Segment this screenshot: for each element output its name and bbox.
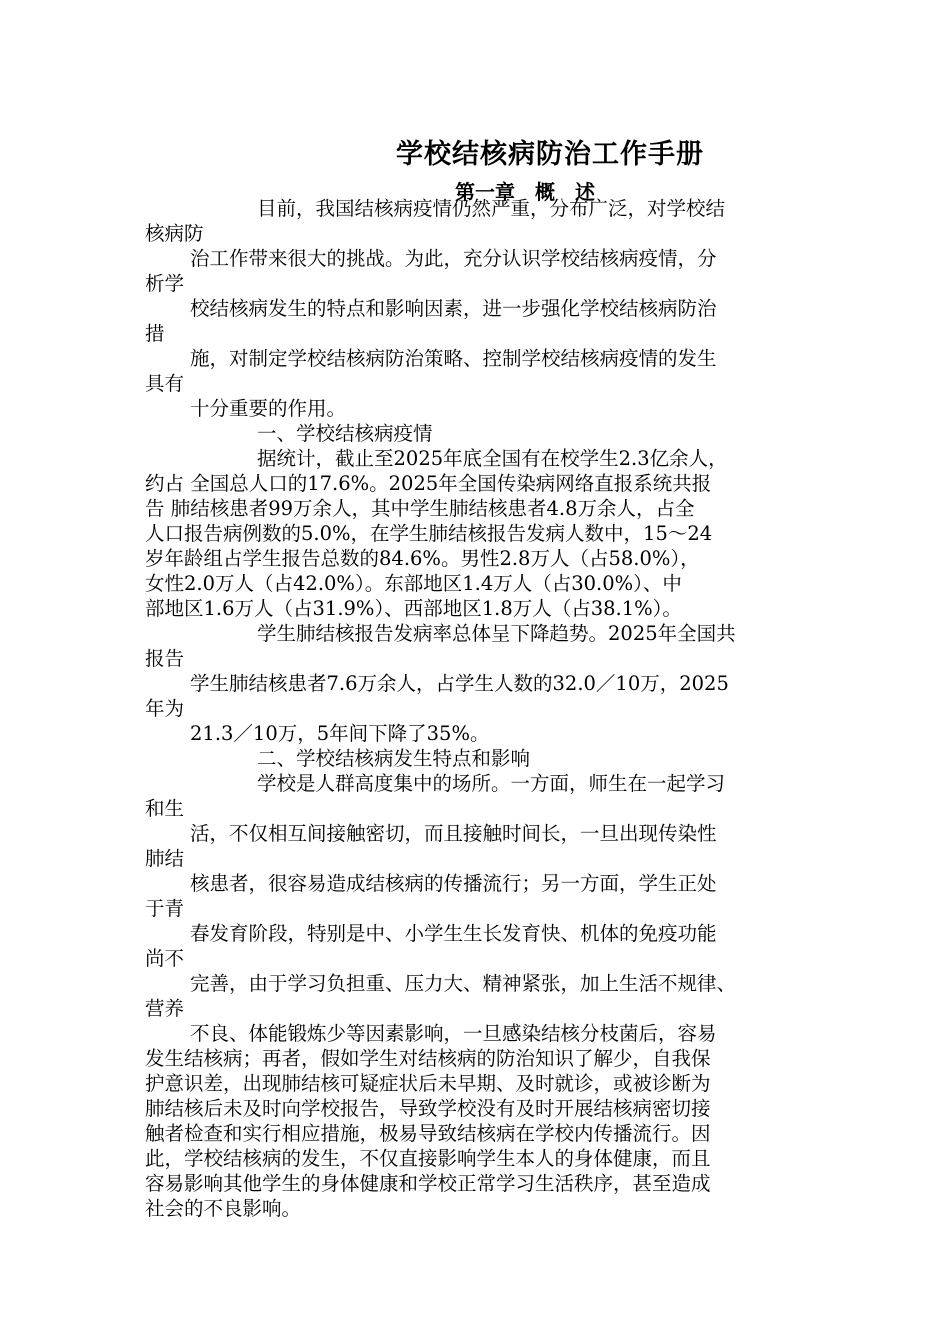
text-line: 措 [145, 322, 165, 345]
text-line: 十分重要的作用。 [190, 397, 347, 420]
text-line: 告 肺结核患者99万余人，其中学生肺结核患者4.8万余人，占全 [145, 497, 695, 520]
text-line: 人口报告病例数的5.0%，在学生肺结核报告发病人数中，15～24 [145, 522, 713, 545]
text-line: 施，对制定学校结核病防治策略、控制学校结核病疫情的发生 [190, 347, 717, 370]
text-line: 春发育阶段，特别是中、小学生生长发育快、机体的免疫功能 [190, 922, 717, 945]
text-line: 活，不仅相互间接触密切，而且接触时间长，一旦出现传染性 [190, 822, 717, 845]
text-line: 学生肺结核患者7.6万余人，占学生人数的32.0／10万，2025 [190, 672, 729, 695]
text-line: 析学 [145, 272, 185, 295]
text-line: 学校是人群高度集中的场所。一方面，师生在一起学习 [257, 772, 726, 795]
text-line: 目前，我国结核病疫情仍然严重，分布广泛，对学校结 [257, 197, 726, 220]
text-line: 肺结 [145, 847, 185, 870]
text-line: 尚不 [145, 947, 185, 970]
text-line: 报告 [145, 647, 185, 670]
text-line: 具有 [145, 372, 185, 395]
text-line: 年为 [145, 697, 185, 720]
text-line: 肺结核后未及时向学校报告，导致学校没有及时开展结核病密切接 [145, 1097, 711, 1120]
text-line: 发生结核病；再者，假如学生对结核病的防治知识了解少，自我保 [145, 1047, 711, 1070]
text-line: 约占 全国总人口的17.6%。2025年全国传染病网络直报系统共报 [145, 472, 712, 495]
text-line: 不良、体能锻炼少等因素影响，一旦感染结核分枝菌后，容易 [190, 1022, 717, 1045]
section-heading: 一、学校结核病疫情 [257, 422, 433, 445]
text-line: 校结核病发生的特点和影响因素，进一步强化学校结核病防治 [190, 297, 717, 320]
text-line: 学生肺结核报告发病率总体呈下降趋势。2025年全国共 [257, 622, 736, 645]
text-line: 营养 [145, 997, 185, 1020]
document-body [145, 196, 815, 1221]
text-line: 核患者，很容易造成结核病的传播流行；另一方面，学生正处 [190, 872, 717, 895]
text-line: 女性2.0万人（占42.0%）。东部地区1.4万人（占30.0%）、中 [145, 572, 682, 595]
text-line: 和生 [145, 797, 185, 820]
chapter-heading: 第一章 概 述 [455, 180, 595, 204]
text-line: 护意识差，出现肺结核可疑症状后未早期、及时就诊，或被诊断为 [145, 1072, 711, 1095]
text-line: 治工作带来很大的挑战。为此，充分认识学校结核病疫情，分 [190, 247, 717, 270]
text-line: 岁年龄组占学生报告总数的84.6%。男性2.8万人（占58.0%）， [145, 547, 700, 570]
text-line: 部地区1.6万人（占31.9%）、西部地区1.8万人（占38.1%）。 [145, 597, 682, 620]
text-line: 21.3／10万，5年间下降了35%。 [190, 722, 490, 745]
text-line: 核病防 [145, 222, 204, 245]
document-title: 学校结核病防治工作手册 [396, 139, 704, 170]
section-heading: 二、学校结核病发生特点和影响 [257, 747, 531, 770]
text-line: 容易影响其他学生的身体健康和学校正常学习生活秩序，甚至造成 [145, 1172, 711, 1195]
text-line: 触者检查和实行相应措施，极易导致结核病在学校内传播流行。因 [145, 1122, 711, 1145]
text-line: 此，学校结核病的发生，不仅直接影响学生本人的身体健康，而且 [145, 1147, 711, 1170]
text-line: 完善，由于学习负担重、压力大、精神紧张，加上生活不规律、 [190, 972, 737, 995]
text-line: 于青 [145, 897, 185, 920]
text-line: 据统计，截止至2025年底全国有在校学生2.3亿余人， [257, 447, 728, 470]
text-line: 社会的不良影响。 [145, 1197, 302, 1220]
